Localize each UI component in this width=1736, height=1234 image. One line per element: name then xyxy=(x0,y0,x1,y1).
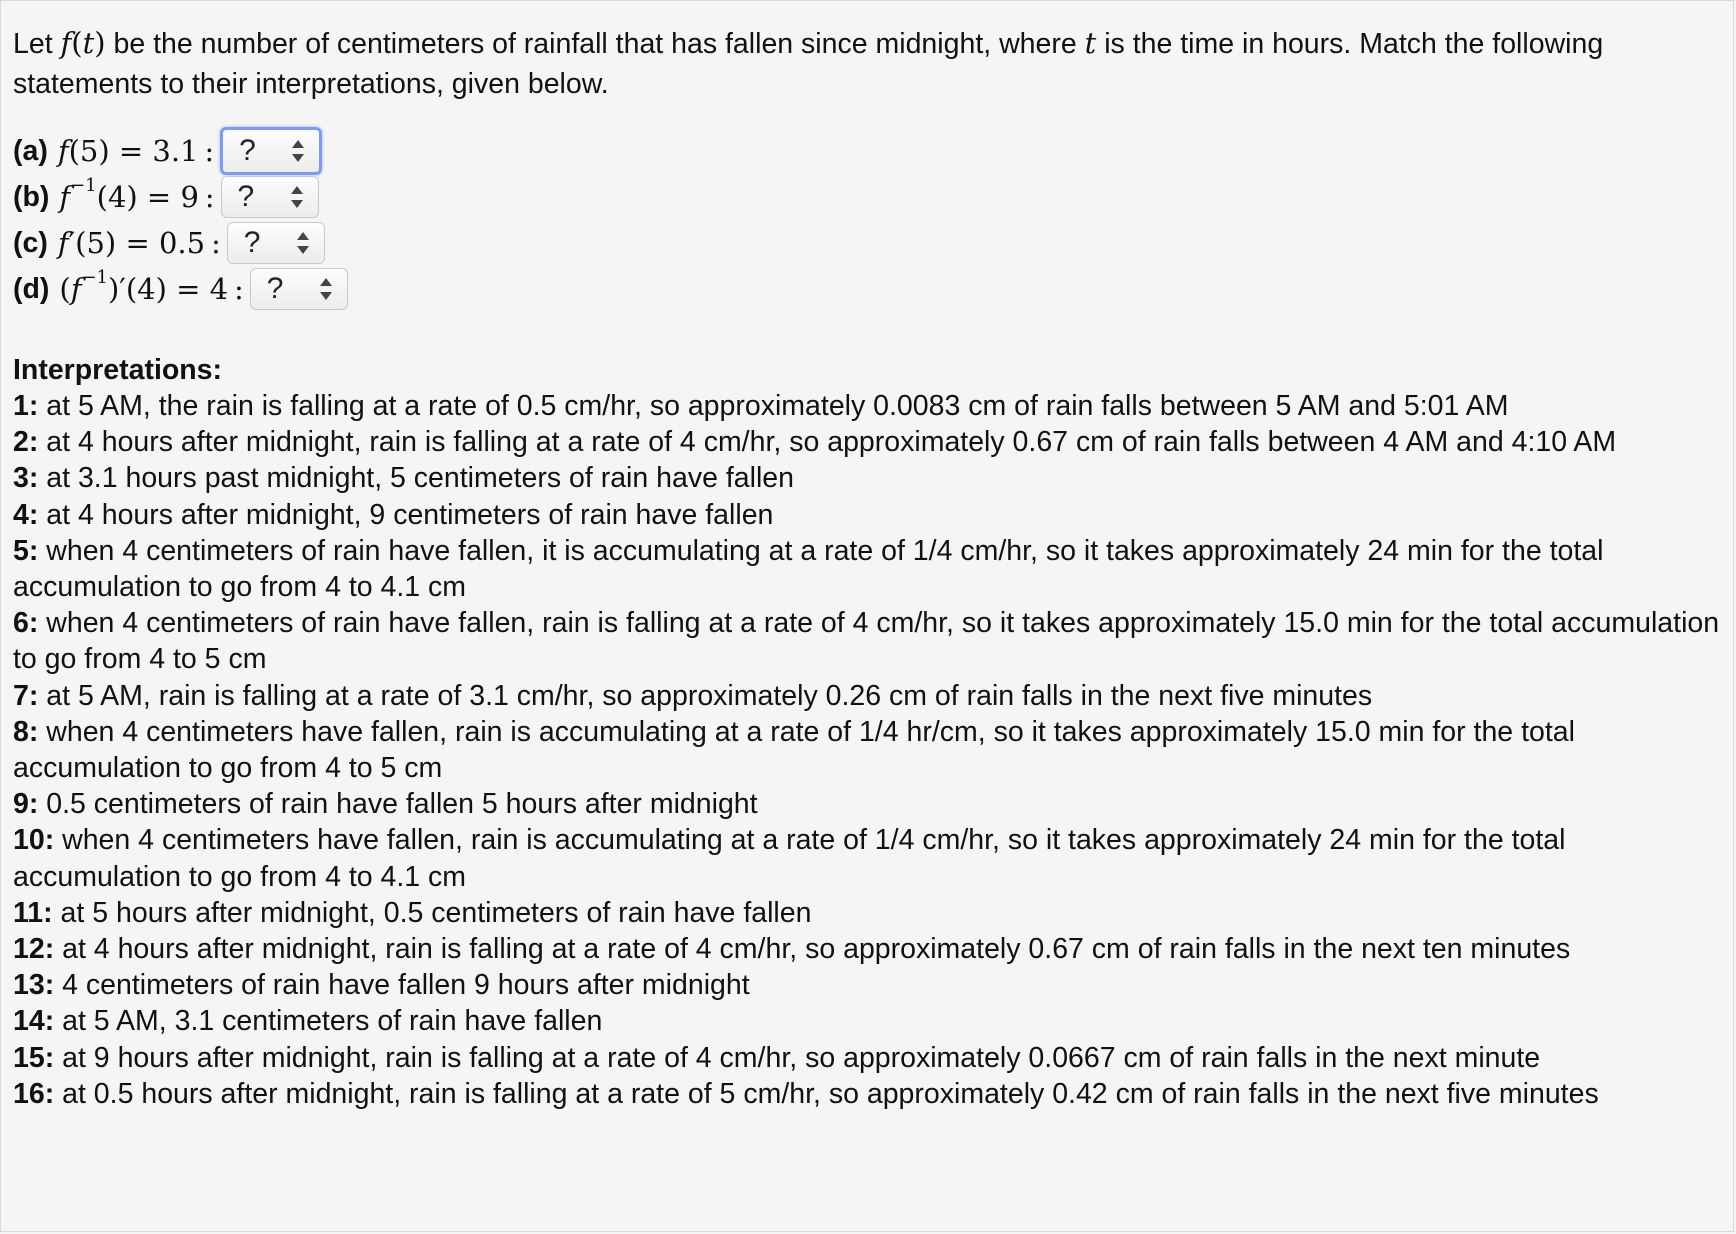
interpretation-text: when 4 centimeters have fallen, rain is accumulating at a rate of 1/4 hr/cm, so it takes approximately 15.0 min for the total accumulation to go from 4 to 5 cm xyxy=(13,715,1575,785)
interpretation-item xyxy=(13,714,1721,786)
interpretation-item xyxy=(13,424,1721,460)
part-d: (d) $(f^{-1})'(4) = 4$ : ? xyxy=(13,266,1721,312)
interpretation-number: 13: xyxy=(13,969,55,1002)
interpretations-heading: Interpretations: xyxy=(13,354,223,386)
interpretation-number: 4: xyxy=(13,498,39,531)
interpretation-text: at 3.1 hours past midnight, 5 centimeters of rain have fallen xyxy=(38,462,795,495)
answer-select-d[interactable]: ? xyxy=(250,268,348,310)
interpretation-number: 3: xyxy=(13,462,39,495)
interpretation-item xyxy=(13,1076,1721,1112)
interpretation-text: at 5 hours after midnight, 0.5 centimeters of rain have fallen xyxy=(52,896,812,929)
interpretation-item xyxy=(13,1003,1721,1039)
interpretation-item xyxy=(13,497,1721,533)
interpretation-item xyxy=(13,533,1721,605)
part-expression: $f^{-1}(4) = 9$ xyxy=(59,174,199,214)
interpretation-number: 2: xyxy=(13,426,39,459)
interpretation-number: 16: xyxy=(13,1077,55,1110)
interpretation-number: 7: xyxy=(13,679,39,712)
interpretation-item xyxy=(13,678,1721,714)
interpretation-text: at 4 hours after midnight, rain is falling at a rate of 4 cm/hr, so approximately 0.67 cm of rain falls in the next ten minutes xyxy=(54,933,1571,966)
interpretation-number: 1: xyxy=(13,390,39,422)
part-label: (d) xyxy=(13,272,50,305)
interpretation-item xyxy=(13,460,1721,496)
interpretation-number: 10: xyxy=(13,824,55,857)
interpretations-list xyxy=(13,388,1721,1112)
interpretation-item xyxy=(13,822,1721,894)
part-expression: f′(5) = 0.5 xyxy=(57,226,206,260)
interpretation-number: 15: xyxy=(13,1041,55,1074)
interpretation-text: at 9 hours after midnight, rain is falling at a rate of 4 cm/hr, so approximately 0.0667 cm of rain falls in the next minute xyxy=(54,1041,1541,1074)
interpretation-text: when 4 centimeters have fallen, rain is accumulating at a rate of 1/4 cm/hr, so it takes approximately 24 min for the total accumulation to go from 4 to 4.1 cm xyxy=(13,824,1566,893)
interpretation-number: 6: xyxy=(13,607,39,640)
updown-arrows-icon xyxy=(290,184,304,210)
interpretation-text: at 4 hours after midnight, rain is falling at a rate of 4 cm/hr, so approximately 0.67 cm of rain falls between 4 AM and 4:10 AM xyxy=(38,426,1617,459)
math-f-of-t: f(t) xyxy=(60,26,106,60)
answer-select-a[interactable]: ? xyxy=(220,127,322,175)
part-b: (b) $f^{-1}(4) = 9$ : ? xyxy=(13,174,1721,220)
interpretation-text: at 0.5 hours after midnight, rain is falling at a rate of 5 cm/hr, so approximately 0.42 cm of rain falls in the next five minutes xyxy=(54,1077,1599,1110)
interpretation-item xyxy=(13,786,1721,822)
updown-arrows-icon xyxy=(319,276,333,302)
part-label: (c) xyxy=(13,226,48,259)
updown-arrows-icon xyxy=(291,138,305,164)
answer-select-c[interactable]: ? xyxy=(227,222,325,264)
interpretation-item xyxy=(13,388,1721,424)
interpretation-number: 9: xyxy=(13,788,39,821)
answer-select-b[interactable]: ? xyxy=(221,176,319,218)
interpretation-text: when 4 centimeters of rain have fallen, it is accumulating at a rate of 1/4 cm/hr, so it takes approximately 24 min for the total accumulation to go from 4 to 4.1 cm xyxy=(13,534,1604,604)
interpretation-text: at 4 hours after midnight, 9 centimeters of rain have fallen xyxy=(38,498,774,531)
interpretation-item xyxy=(13,967,1721,1003)
interpretation-text: when 4 centimeters of rain have fallen, rain is falling at a rate of 4 cm/hr, so it takes approximately 15.0 min for the total accumulation to go from 4 to 5 cm xyxy=(13,607,1720,676)
interpretation-item xyxy=(13,895,1721,931)
math-t: t xyxy=(1084,26,1097,60)
part-a: (a) f(5) = 3.1 : ? xyxy=(13,128,1721,174)
interpretation-text: 0.5 centimeters of rain have fallen 5 hours after midnight xyxy=(38,788,758,821)
statement-parts xyxy=(13,128,1721,312)
interpretation-number: 11: xyxy=(13,896,53,929)
interpretation-number: 12: xyxy=(13,933,55,966)
interpretation-text: 4 centimeters of rain have fallen 9 hours after midnight xyxy=(54,969,750,1002)
interpretation-number: 14: xyxy=(13,1005,55,1038)
part-label: (a) xyxy=(13,134,48,167)
interpretation-text: at 5 AM, rain is falling at a rate of 3.1 cm/hr, so approximately 0.26 cm of rain falls in the next five minutes xyxy=(38,679,1373,712)
interpretation-text: at 5 AM, 3.1 centimeters of rain have fallen xyxy=(54,1005,603,1038)
interpretation-text: at 5 AM, the rain is falling at a rate of 0.5 cm/hr, so approximately 0.0083 cm of rain falls between 5 AM and 5:01 AM xyxy=(38,390,1509,422)
interpretation-item xyxy=(13,1040,1721,1076)
interpretation-number: 8: xyxy=(13,715,39,748)
part-label: (b) xyxy=(13,180,50,213)
part-expression: $(f^{-1})'(4) = 4$ xyxy=(59,266,229,306)
updown-arrows-icon xyxy=(296,230,310,256)
problem-statement: Let f(t) be the number of centimeters of rainfall that has fallen since midnight, where t is the time in hours. Match the following statements to their interpretations, given below. xyxy=(13,26,1604,100)
interpretation-item xyxy=(13,605,1721,677)
interpretation-number: 5: xyxy=(13,534,39,567)
part-c: (c) f′(5) = 0.5 : ? xyxy=(13,220,1721,266)
part-expression: f(5) = 3.1 xyxy=(57,134,199,168)
interpretation-item xyxy=(13,931,1721,967)
